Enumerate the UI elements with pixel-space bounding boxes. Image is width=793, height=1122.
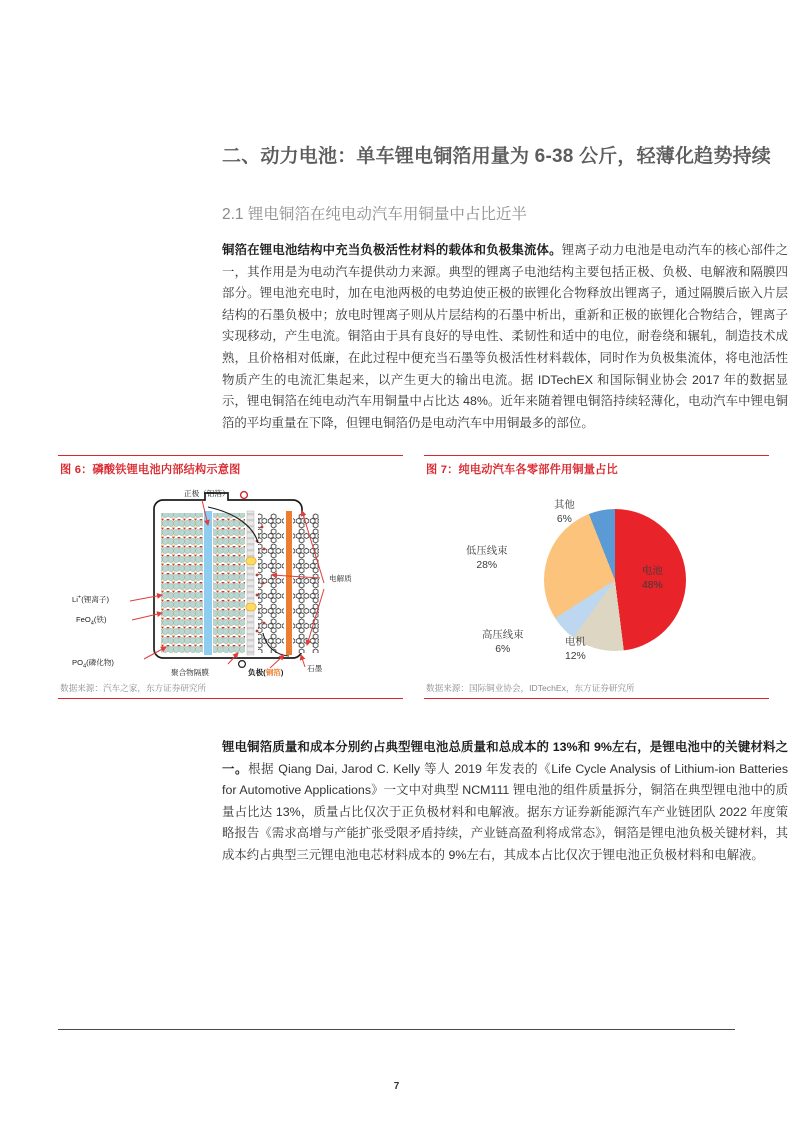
pie-label-motor-value: 12% [565,651,586,662]
label-lithium-ion: Li+(锂离子) [72,594,110,604]
footer-rule [58,1029,735,1030]
graphite-right [293,513,319,653]
page-number: 7 [393,1081,400,1092]
positive-terminal-icon [241,492,248,499]
figure-7-body [424,483,769,679]
pie-label-lv-value: 28% [476,560,498,571]
label-anode-copper: 铜箔 [265,668,281,677]
paragraph-cost [222,737,788,867]
pie-disc [544,509,686,651]
figure-7 [424,455,769,699]
pie-chart [424,483,769,679]
figure-6-source: 数据来源：汽车之家，东方证券研究所 [60,683,207,693]
copper-foil [286,511,292,655]
pie-label-other-value: 6% [556,514,572,525]
pie-label-battery-name: 电池 [642,566,663,577]
cathode-material-left [161,513,203,653]
battery-diagram [58,483,403,679]
label-electrolyte: 电解质 [329,574,352,583]
paragraph-intro [222,240,788,434]
pie-label-hv-harness [482,629,524,657]
paragraph-cost-lead: 锂电铜箔质量和成本分别约占典型锂电池总质量和总成本的 13%和 9%左右，是锂电池中的关键材料之一。 [222,740,788,776]
label-separator: 聚合物隔膜 [171,668,209,677]
paragraph-cost-body: 根据 Qiang Dai, Jarod C. Kelly 等人 2019 年发表的《Life Cycle Analysis of Lithium-ion Batteries for Automotive Applications》一文中对典型 NCM111 锂电池的组件质量拆分，铜箔在典型锂电池中的质量占比达 13%，质量占比仅次于正负极材料和电解液。据东方证券新能源汽车产业链团队 2022 年度策略报告《需求高增与产能扩张受限矛盾持续，产业链高盈利将成常态》，铜箔是锂电池负极关键材料，其成本约占典型三元锂电池电芯材料成本的 9%左右，其成本占比仅次于锂电池正负极材料和电解液。 [222,761,789,862]
label-phosphate: $PO_4$(磷化物) [72,658,114,670]
label-anode-prefix: 负极( [248,668,266,677]
pie-label-hv-name: 高压线束 [482,630,524,641]
label-iron-oxide: FeO$_4$(铁) [76,615,107,627]
pie-label-battery-value: 48% [642,580,663,591]
lithium-ion-marker [246,603,256,611]
figure-6-body [58,483,403,679]
pie-label-motor [565,636,586,664]
pie-label-motor-name: 电机 [565,637,586,648]
label-cathode: 正极（铝箔） [184,489,230,498]
pie-label-other-name: 其他 [554,500,575,511]
cathode-material-right [213,513,245,653]
paragraph-intro-lead: 铜箔在锂电池结构中充当负极活性材料的载体和负极集流体。 [222,243,562,257]
label-graphite: 石墨 [307,664,323,673]
figure-6-bottom-rule [58,698,403,699]
figure-7-caption: 图 7：纯电动汽车各零部件用铜量占比 [426,464,618,476]
paragraph-intro-body: 锂离子动力电池是电动汽车的核心部件之一，其作用是为电动汽车提供动力来源。典型的锂离子电池结构主要包括正极、负极、电解液和隔膜四部分。锂电池充电时，加在电池两极的电势迫使正极的嵌锂化合物释放出锂离子，通过隔膜后嵌入片层结构的石墨负极中；放电时锂离子则从片层结构的石墨中析出，重新和正极的嵌锂化合物结合，锂离子实现移动，产生电流。铜箔由于具有良好的导电性、柔韧性和适中的电位，耐卷绕和辗轧，制造技术成熟，且价格相对低廉，在此过程中便充当石墨等负极活性材料载体，同时作为负极集流体，将电池活性物质产生的电流汇集起来，以产生更大的输出电流。据 IDTechEX 和国际铜业协会 2017 年的数据显示，锂电铜箔在纯电动汽车用铜量中占比达 48%。近年来随着锂电铜箔持续轻薄化，电动汽车中锂电铜箔的平均重量在下降，但锂电铜箔仍是电动汽车中用铜最多的部位。 [222,243,789,430]
pie-label-hv-value: 6% [495,644,511,655]
pie-label-lv-name: 低压线束 [466,546,508,557]
figure-6-caption: 图 6：磷酸铁锂电池内部结构示意图 [60,464,241,476]
subsection-title: 2.1 锂电铜箔在纯电动汽车用铜量中占比近半 [222,206,527,223]
aluminium-foil [204,511,212,655]
figure-7-bottom-rule [424,698,769,699]
figure-7-source: 数据来源：国际铜业协会，IDTechEx，东方证券研究所 [426,683,635,693]
lithium-ion-marker [246,557,256,565]
label-anode-suffix: ) [280,668,284,677]
pie-label-other [554,499,575,527]
section-title: 二、动力电池：单车锂电铜箔用量为 6-38 公斤，轻薄化趋势持续 [222,146,771,167]
pie-label-battery [642,565,663,593]
figure-6 [58,455,403,699]
pie-label-lv-harness [466,545,508,573]
label-anode [248,667,283,678]
negative-terminal-icon [239,661,246,668]
